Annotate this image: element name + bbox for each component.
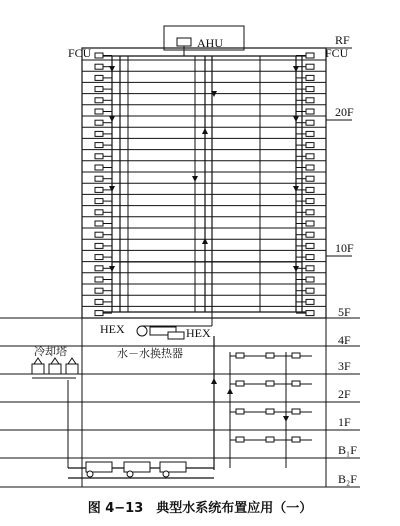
flow-arrow-down (293, 266, 299, 272)
fcu-unit-right (306, 143, 314, 148)
fcu-unit-left (95, 255, 103, 260)
fcu-unit-left (95, 277, 103, 282)
lower-fcu-unit (266, 353, 274, 358)
floor-label-b1f: B₁F (338, 443, 357, 457)
fcu-unit-right (306, 64, 314, 69)
pump-unit (87, 471, 93, 477)
fcu-unit-left (95, 221, 103, 226)
figure-caption: 图 4−13 典型水系统布置应用（一） (87, 501, 313, 516)
fcu-unit-right (306, 120, 314, 125)
floor-label-1f: 1F (338, 415, 351, 429)
pump-unit (127, 471, 133, 477)
flow-arrow-up (211, 378, 217, 384)
fcu-unit-left (95, 210, 103, 215)
fcu-unit-right (306, 299, 314, 304)
fcu-unit-left (95, 64, 103, 69)
fcu-unit-right (306, 243, 314, 248)
cooling-tower-cell (32, 364, 44, 374)
lower-fcu-unit (266, 437, 274, 442)
cooling-tower-fan (51, 358, 59, 364)
floor-label-4f: 4F (338, 333, 351, 347)
equipment-group (32, 38, 314, 477)
flow-arrow-up (202, 128, 208, 134)
fcu-unit-right (306, 311, 314, 316)
fcu-unit-left (95, 176, 103, 181)
floor-label-20f: 20F (335, 105, 354, 119)
fcu-unit-left (95, 232, 103, 237)
fcu-unit-right (306, 109, 314, 114)
fcu-unit-left (95, 311, 103, 316)
ahu-unit (177, 38, 191, 46)
fcu-unit-right (306, 288, 314, 293)
water-exchanger-label: 水－水换热器 (117, 347, 183, 360)
lower-fcu-unit (236, 437, 244, 442)
flow-arrow-down (109, 186, 115, 192)
fcu-unit-right (306, 154, 314, 159)
chiller-unit (86, 462, 112, 472)
floor-label-10f: 10F (335, 241, 354, 255)
fcu-unit-left (95, 109, 103, 114)
flow-arrow-up (227, 388, 233, 394)
lower-fcu-unit (236, 353, 244, 358)
fcu-unit-left (95, 243, 103, 248)
fcu-unit-right (306, 75, 314, 80)
fcu-unit-right (306, 87, 314, 92)
hex-right-label: HEX (186, 326, 211, 340)
floor-label-3f: 3F (338, 359, 351, 373)
floor-label-2f: 2F (338, 387, 351, 401)
lower-fcu-unit (266, 409, 274, 414)
fcu-unit-left (95, 154, 103, 159)
floor-label-b2f: B₂F (338, 472, 357, 486)
fcu-unit-left (95, 299, 103, 304)
lower-fcu-unit (292, 381, 300, 386)
lower-fcu-unit (292, 409, 300, 414)
fcu-left-label: FCU (68, 46, 92, 60)
fcu-unit-right (306, 255, 314, 260)
hex-unit-left (137, 326, 147, 336)
fcu-unit-left (95, 75, 103, 80)
fcu-unit-right (306, 266, 314, 271)
fcu-unit-right (306, 53, 314, 58)
fcu-unit-left (95, 187, 103, 192)
chiller-unit (160, 462, 186, 472)
flow-arrow-down (192, 176, 198, 182)
cooling-tower-fan (68, 358, 76, 364)
fcu-unit-right (306, 131, 314, 136)
fcu-unit-left (95, 120, 103, 125)
cooling-tower-fan (34, 358, 42, 364)
fcu-unit-right (306, 232, 314, 237)
lower-fcu-unit (266, 381, 274, 386)
fcu-unit-right (306, 210, 314, 215)
fcu-unit-left (95, 98, 103, 103)
pump-unit (163, 471, 169, 477)
lower-fcu-unit (292, 437, 300, 442)
ahu-label: AHU (197, 36, 223, 50)
cooling-tower-cell (66, 364, 78, 374)
hex-left-label: HEX (100, 322, 125, 336)
fcu-unit-right (306, 221, 314, 226)
lower-fcu-unit (236, 381, 244, 386)
floor-label-rf: RF (335, 33, 350, 47)
flow-arrow-down (293, 116, 299, 122)
flow-arrow-down (109, 266, 115, 272)
floor-label-5f: 5F (338, 305, 351, 319)
fcu-unit-right (306, 98, 314, 103)
fcu-unit-right (306, 199, 314, 204)
fcu-unit-right (306, 277, 314, 282)
fcu-unit-right (306, 176, 314, 181)
fcu-unit-left (95, 143, 103, 148)
fcu-unit-right (306, 165, 314, 170)
fcu-unit-right (306, 187, 314, 192)
fcu-unit-left (95, 266, 103, 271)
flow-arrow-down (293, 186, 299, 192)
fcu-unit-left (95, 199, 103, 204)
fcu-unit-left (95, 288, 103, 293)
hex-unit-right (168, 332, 184, 339)
fcu-unit-left (95, 131, 103, 136)
lower-fcu-unit (292, 353, 300, 358)
flow-arrow-down (283, 416, 289, 422)
fcu-unit-left (95, 53, 103, 58)
fcu-right-label: FCU (325, 46, 349, 60)
cooling-tower-label: 冷却塔 (34, 345, 67, 358)
flow-arrow-down (109, 116, 115, 122)
chiller-unit (124, 462, 150, 472)
fcu-unit-left (95, 87, 103, 92)
cooling-tower-cell (49, 364, 61, 374)
fcu-unit-left (95, 165, 103, 170)
lower-fcu-unit (236, 409, 244, 414)
